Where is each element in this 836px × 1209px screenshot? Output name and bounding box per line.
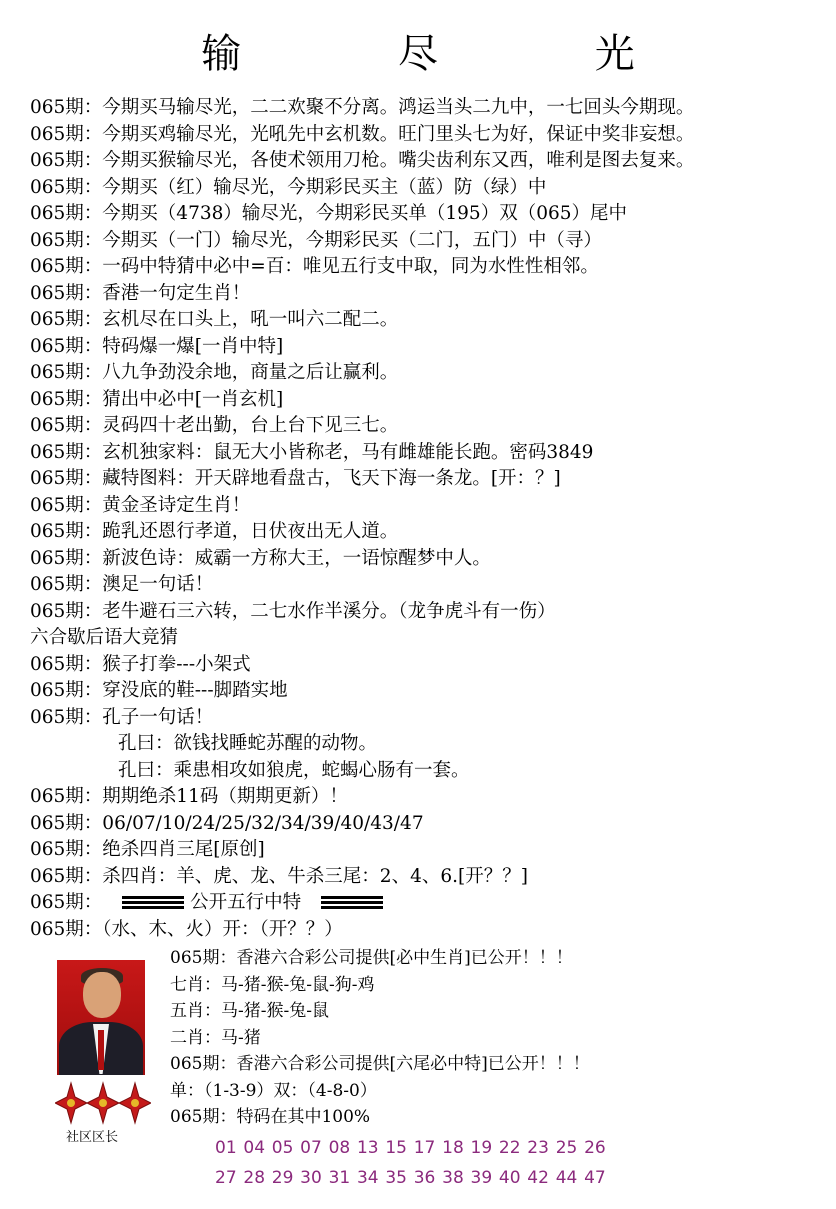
number-cell: 17: [413, 1138, 436, 1158]
text-line: 065期：八九争劲没余地，商量之后让赢利。: [30, 362, 399, 383]
number-cell: 40: [498, 1168, 521, 1188]
number-cell: 27: [215, 1168, 237, 1188]
number-cell: 35: [385, 1168, 407, 1188]
number-row: [215, 1133, 715, 1163]
text-line: 二肖：马-猪: [170, 1027, 261, 1048]
text-line: 065期：今期买马输尽光，二二欢聚不分离。鸿运当头二九中，一七回头今期现。: [30, 97, 695, 118]
text-line: 065期：香港六合彩公司提供[六尾必中特]已公开！！！: [170, 1054, 590, 1074]
number-cell: 05: [271, 1138, 294, 1158]
main-text-block: [30, 95, 830, 943]
text-line: 065期：澳足一句话！: [30, 574, 214, 595]
text-line: 065期：老牛避石三六转，二七水作半溪分。（龙争虎斗有一伤）: [30, 600, 556, 622]
number-cell: 44: [555, 1168, 578, 1188]
text-line: 065期：今期买鸡输尽光，光吼先中玄机数。旺门里头七为好，保证中奖非妄想。: [30, 123, 695, 145]
text-line: 065期：孔子一句话！: [30, 706, 214, 728]
number-cell: 34: [356, 1168, 379, 1188]
text-line: 065期：黄金圣诗定生肖！: [30, 494, 251, 516]
text-line: 065期：猴子打拳---小架式: [30, 653, 251, 675]
text-line: 065期：玄机尽在口头上，吼一叫六二配二。: [30, 309, 399, 330]
number-cell: 18: [442, 1138, 464, 1158]
portrait-photo: [57, 960, 145, 1075]
wuxing-prefix: 065期：: [30, 892, 103, 913]
text-line: 七肖：马-猪-猴-兔-鼠-狗-鸡: [170, 974, 375, 995]
number-cell: 26: [584, 1138, 606, 1158]
text-line: 065期：藏特图料：开天辟地看盘古，飞天下海一条龙。[开：？]: [30, 468, 561, 489]
text-line: 065期：灵码四十老出勤，台上台下见三七。: [30, 415, 399, 436]
text-line: 065期：杀四肖：羊、虎、龙、牛杀三尾：2、4、6.[开？？]: [30, 865, 528, 887]
number-grid: [215, 1133, 715, 1193]
text-line: 065期：今期买（红）输尽光，今期彩民买主（蓝）防（绿）中: [30, 176, 547, 198]
text-line: 065期：今期买（一门）输尽光，今期彩民买（二门，五门）中（寻）: [30, 229, 602, 251]
text-line: 065期：今期买猴输尽光，各使术领用刀枪。嘴尖齿利东又西，唯利是图去复来。: [30, 150, 695, 171]
number-cell: 01: [215, 1138, 237, 1158]
number-cell: 19: [470, 1138, 493, 1158]
number-cell: 29: [271, 1168, 294, 1188]
wuxing-text: 公开五行中特: [190, 892, 302, 913]
section-heading: 六合歇后语大竞猜: [30, 627, 179, 648]
text-line: 065期：特码在其中100%: [170, 1107, 371, 1127]
wuxing-line: [30, 890, 830, 917]
trigram-icon: [321, 896, 383, 910]
text-line: 五肖：马-猪-猴-兔-鼠: [170, 1001, 329, 1021]
text-line: 065期：今期买（4738）输尽光，今期彩民买单（195）双（065）尾中: [30, 203, 628, 224]
number-cell: 15: [385, 1138, 407, 1158]
quote-line: 孔曰：乘患相攻如狼虎，蛇蝎心肠有一套。: [118, 759, 470, 781]
prediction-block: [170, 945, 820, 1131]
number-cell: 47: [584, 1168, 606, 1188]
text-line: 065期：玄机独家料：鼠无大小皆称老，马有雌雄能长跑。密码3849: [30, 441, 594, 463]
number-cell: 42: [527, 1168, 549, 1188]
number-cell: 39: [470, 1168, 493, 1188]
quote-line: 孔曰：欲钱找睡蛇苏醒的动物。: [118, 733, 378, 754]
number-cell: 07: [300, 1138, 322, 1158]
text-line: 065期：一码中特猜中必中=百：唯见五行支中取，同为水性性相邻。: [30, 256, 599, 277]
number-cell: 23: [527, 1138, 549, 1158]
text-line: 065期：跪乳还恩行孝道，日伏夜出无人道。: [30, 521, 399, 542]
number-cell: 36: [413, 1168, 436, 1188]
text-line: 065期：特码爆一爆[一肖中特]: [30, 335, 284, 357]
text-line: 065期：香港一句定生肖！: [30, 282, 251, 304]
text-line: 065期：穿没底的鞋---脚踏实地: [30, 680, 288, 701]
text-line: 065期：06/07/10/24/25/32/34/39/40/43/47: [30, 812, 424, 834]
number-cell: 31: [328, 1168, 351, 1188]
number-cell: 25: [555, 1138, 578, 1158]
number-cell: 38: [442, 1168, 464, 1188]
photo-caption: 社区区长: [66, 1130, 119, 1145]
trigram-icon: [122, 896, 184, 910]
text-line: 065期：新波色诗：威霸一方称大王，一语惊醒梦中人。: [30, 547, 491, 569]
text-line: 065期：（水、木、火）开：（开？？）: [30, 918, 343, 940]
number-cell: 28: [243, 1168, 266, 1188]
number-cell: 22: [498, 1138, 521, 1158]
text-line: 065期：期期绝杀11码（期期更新）！: [30, 786, 348, 807]
number-cell: 30: [300, 1168, 322, 1188]
page-title: 输 尽 光: [201, 31, 707, 77]
text-line: 065期：绝杀四肖三尾[原创]: [30, 839, 265, 860]
number-cell: 04: [243, 1138, 266, 1158]
text-line: 065期：猜出中必中[一肖玄机]: [30, 388, 284, 410]
text-line: 065期：香港六合彩公司提供[必中生肖]已公开！！！: [170, 948, 573, 968]
number-cell: 13: [356, 1138, 379, 1158]
medals-icon: [55, 1079, 151, 1127]
number-cell: 08: [328, 1138, 351, 1158]
text-line: 单：（1-3-9）双：（4-8-0）: [170, 1080, 377, 1101]
number-row: [215, 1163, 715, 1193]
